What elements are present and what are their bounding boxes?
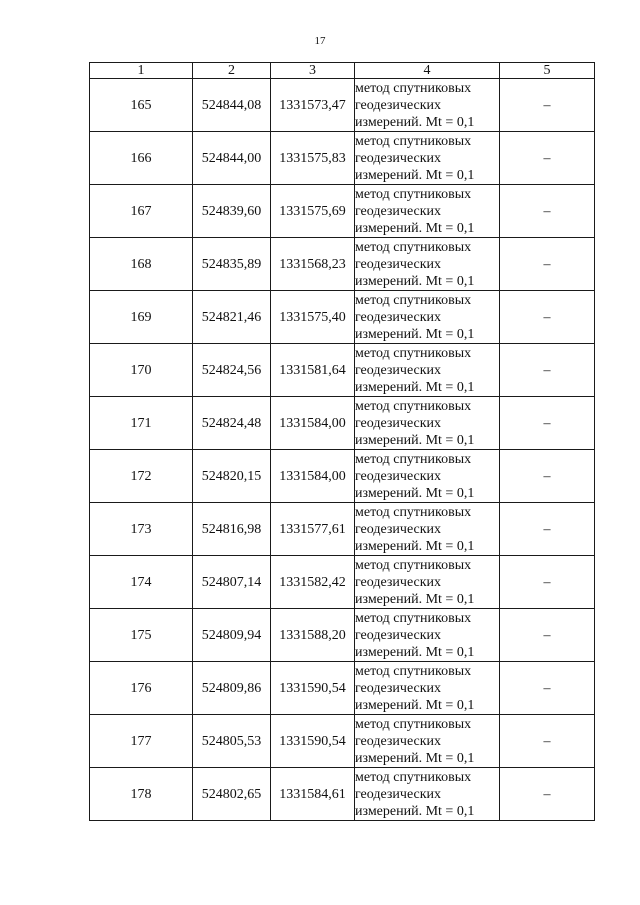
column-header-1: 1 [90,63,193,79]
method-cell [355,715,500,768]
y-coordinate-cell: 1331568,23 [271,238,355,291]
note-cell: – [500,238,595,291]
column-header-5: 5 [500,63,595,79]
note-cell: – [500,397,595,450]
method-line: геодезических [355,468,442,484]
method-cell [355,609,500,662]
page-number: 17 [314,35,326,47]
x-coordinate-cell: 524821,46 [193,291,271,344]
method-line: геодезических [355,733,442,749]
point-number-cell: 168 [90,238,193,291]
y-coordinate-cell: 1331590,54 [271,715,355,768]
y-coordinate-cell: 1331575,40 [271,291,355,344]
point-number-cell: 169 [90,291,193,344]
table-row [90,768,595,821]
point-number-cell: 166 [90,132,193,185]
table-row [90,450,595,503]
table-header-row [90,63,595,79]
table-row [90,397,595,450]
method-line: метод спутниковых [355,663,472,679]
y-coordinate-cell: 1331584,61 [271,768,355,821]
y-coordinate-cell: 1331582,42 [271,556,355,609]
note-cell: – [500,79,595,132]
method-line: измерений. Mt = 0,1 [355,432,475,448]
y-coordinate-cell: 1331573,47 [271,79,355,132]
point-number-cell: 167 [90,185,193,238]
note-cell: – [500,609,595,662]
table-row [90,291,595,344]
method-line: геодезических [355,786,442,802]
method-line: метод спутниковых [355,186,472,202]
method-line: геодезических [355,415,442,431]
x-coordinate-cell: 524835,89 [193,238,271,291]
table-row [90,715,595,768]
note-cell: – [500,450,595,503]
method-line: измерений. Mt = 0,1 [355,167,475,183]
point-number-cell: 165 [90,79,193,132]
method-cell [355,185,500,238]
table-row [90,556,595,609]
method-line: геодезических [355,150,442,166]
method-line: метод спутниковых [355,292,472,308]
note-cell: – [500,768,595,821]
point-number-cell: 170 [90,344,193,397]
table-row [90,185,595,238]
column-header-4: 4 [355,63,500,79]
method-line: метод спутниковых [355,769,472,785]
method-line: метод спутниковых [355,610,472,626]
method-line: метод спутниковых [355,80,472,96]
y-coordinate-cell: 1331575,69 [271,185,355,238]
method-line: измерений. Mt = 0,1 [355,538,475,554]
method-cell [355,132,500,185]
table-row [90,609,595,662]
method-line: измерений. Mt = 0,1 [355,114,475,130]
y-coordinate-cell: 1331575,83 [271,132,355,185]
method-line: геодезических [355,97,442,113]
note-cell: – [500,344,595,397]
x-coordinate-cell: 524844,00 [193,132,271,185]
x-coordinate-cell: 524816,98 [193,503,271,556]
method-cell [355,291,500,344]
method-cell [355,450,500,503]
x-coordinate-cell: 524824,56 [193,344,271,397]
method-line: геодезических [355,680,442,696]
table-row [90,662,595,715]
method-cell [355,238,500,291]
x-coordinate-cell: 524844,08 [193,79,271,132]
method-line: измерений. Mt = 0,1 [355,273,475,289]
y-coordinate-cell: 1331577,61 [271,503,355,556]
x-coordinate-cell: 524807,14 [193,556,271,609]
point-number-cell: 173 [90,503,193,556]
method-cell [355,503,500,556]
y-coordinate-cell: 1331584,00 [271,450,355,503]
note-cell: – [500,185,595,238]
x-coordinate-cell: 524824,48 [193,397,271,450]
column-header-2: 2 [193,63,271,79]
method-line: геодезических [355,309,442,325]
method-cell [355,556,500,609]
method-line: измерений. Mt = 0,1 [355,591,475,607]
table-row [90,238,595,291]
y-coordinate-cell: 1331588,20 [271,609,355,662]
x-coordinate-cell: 524809,86 [193,662,271,715]
y-coordinate-cell: 1331590,54 [271,662,355,715]
x-coordinate-cell: 524839,60 [193,185,271,238]
method-line: геодезических [355,203,442,219]
method-cell [355,344,500,397]
method-line: метод спутниковых [355,345,472,361]
method-line: метод спутниковых [355,716,472,732]
note-cell: – [500,132,595,185]
method-line: измерений. Mt = 0,1 [355,644,475,660]
note-cell: – [500,662,595,715]
point-number-cell: 177 [90,715,193,768]
method-cell [355,79,500,132]
method-line: метод спутниковых [355,239,472,255]
method-line: геодезических [355,574,442,590]
method-line: геодезических [355,256,442,272]
point-number-cell: 176 [90,662,193,715]
x-coordinate-cell: 524820,15 [193,450,271,503]
coordinates-table [89,62,595,821]
method-cell [355,662,500,715]
method-line: измерений. Mt = 0,1 [355,379,475,395]
method-line: измерений. Mt = 0,1 [355,485,475,501]
method-line: измерений. Mt = 0,1 [355,750,475,766]
column-header-3: 3 [271,63,355,79]
method-line: измерений. Mt = 0,1 [355,697,475,713]
x-coordinate-cell: 524802,65 [193,768,271,821]
point-number-cell: 174 [90,556,193,609]
method-line: метод спутниковых [355,451,472,467]
table-row [90,344,595,397]
note-cell: – [500,715,595,768]
note-cell: – [500,503,595,556]
y-coordinate-cell: 1331581,64 [271,344,355,397]
method-cell [355,768,500,821]
point-number-cell: 171 [90,397,193,450]
table-row [90,132,595,185]
method-line: метод спутниковых [355,557,472,573]
x-coordinate-cell: 524809,94 [193,609,271,662]
note-cell: – [500,556,595,609]
method-line: геодезических [355,362,442,378]
method-line: метод спутниковых [355,398,472,414]
method-line: метод спутниковых [355,133,472,149]
method-line: метод спутниковых [355,504,472,520]
point-number-cell: 178 [90,768,193,821]
point-number-cell: 172 [90,450,193,503]
table-row [90,79,595,132]
table-body [90,63,595,821]
method-line: измерений. Mt = 0,1 [355,803,475,819]
x-coordinate-cell: 524805,53 [193,715,271,768]
method-line: измерений. Mt = 0,1 [355,220,475,236]
method-line: геодезических [355,521,442,537]
note-cell: – [500,291,595,344]
method-cell [355,397,500,450]
method-line: геодезических [355,627,442,643]
point-number-cell: 175 [90,609,193,662]
y-coordinate-cell: 1331584,00 [271,397,355,450]
method-line: измерений. Mt = 0,1 [355,326,475,342]
table-row [90,503,595,556]
